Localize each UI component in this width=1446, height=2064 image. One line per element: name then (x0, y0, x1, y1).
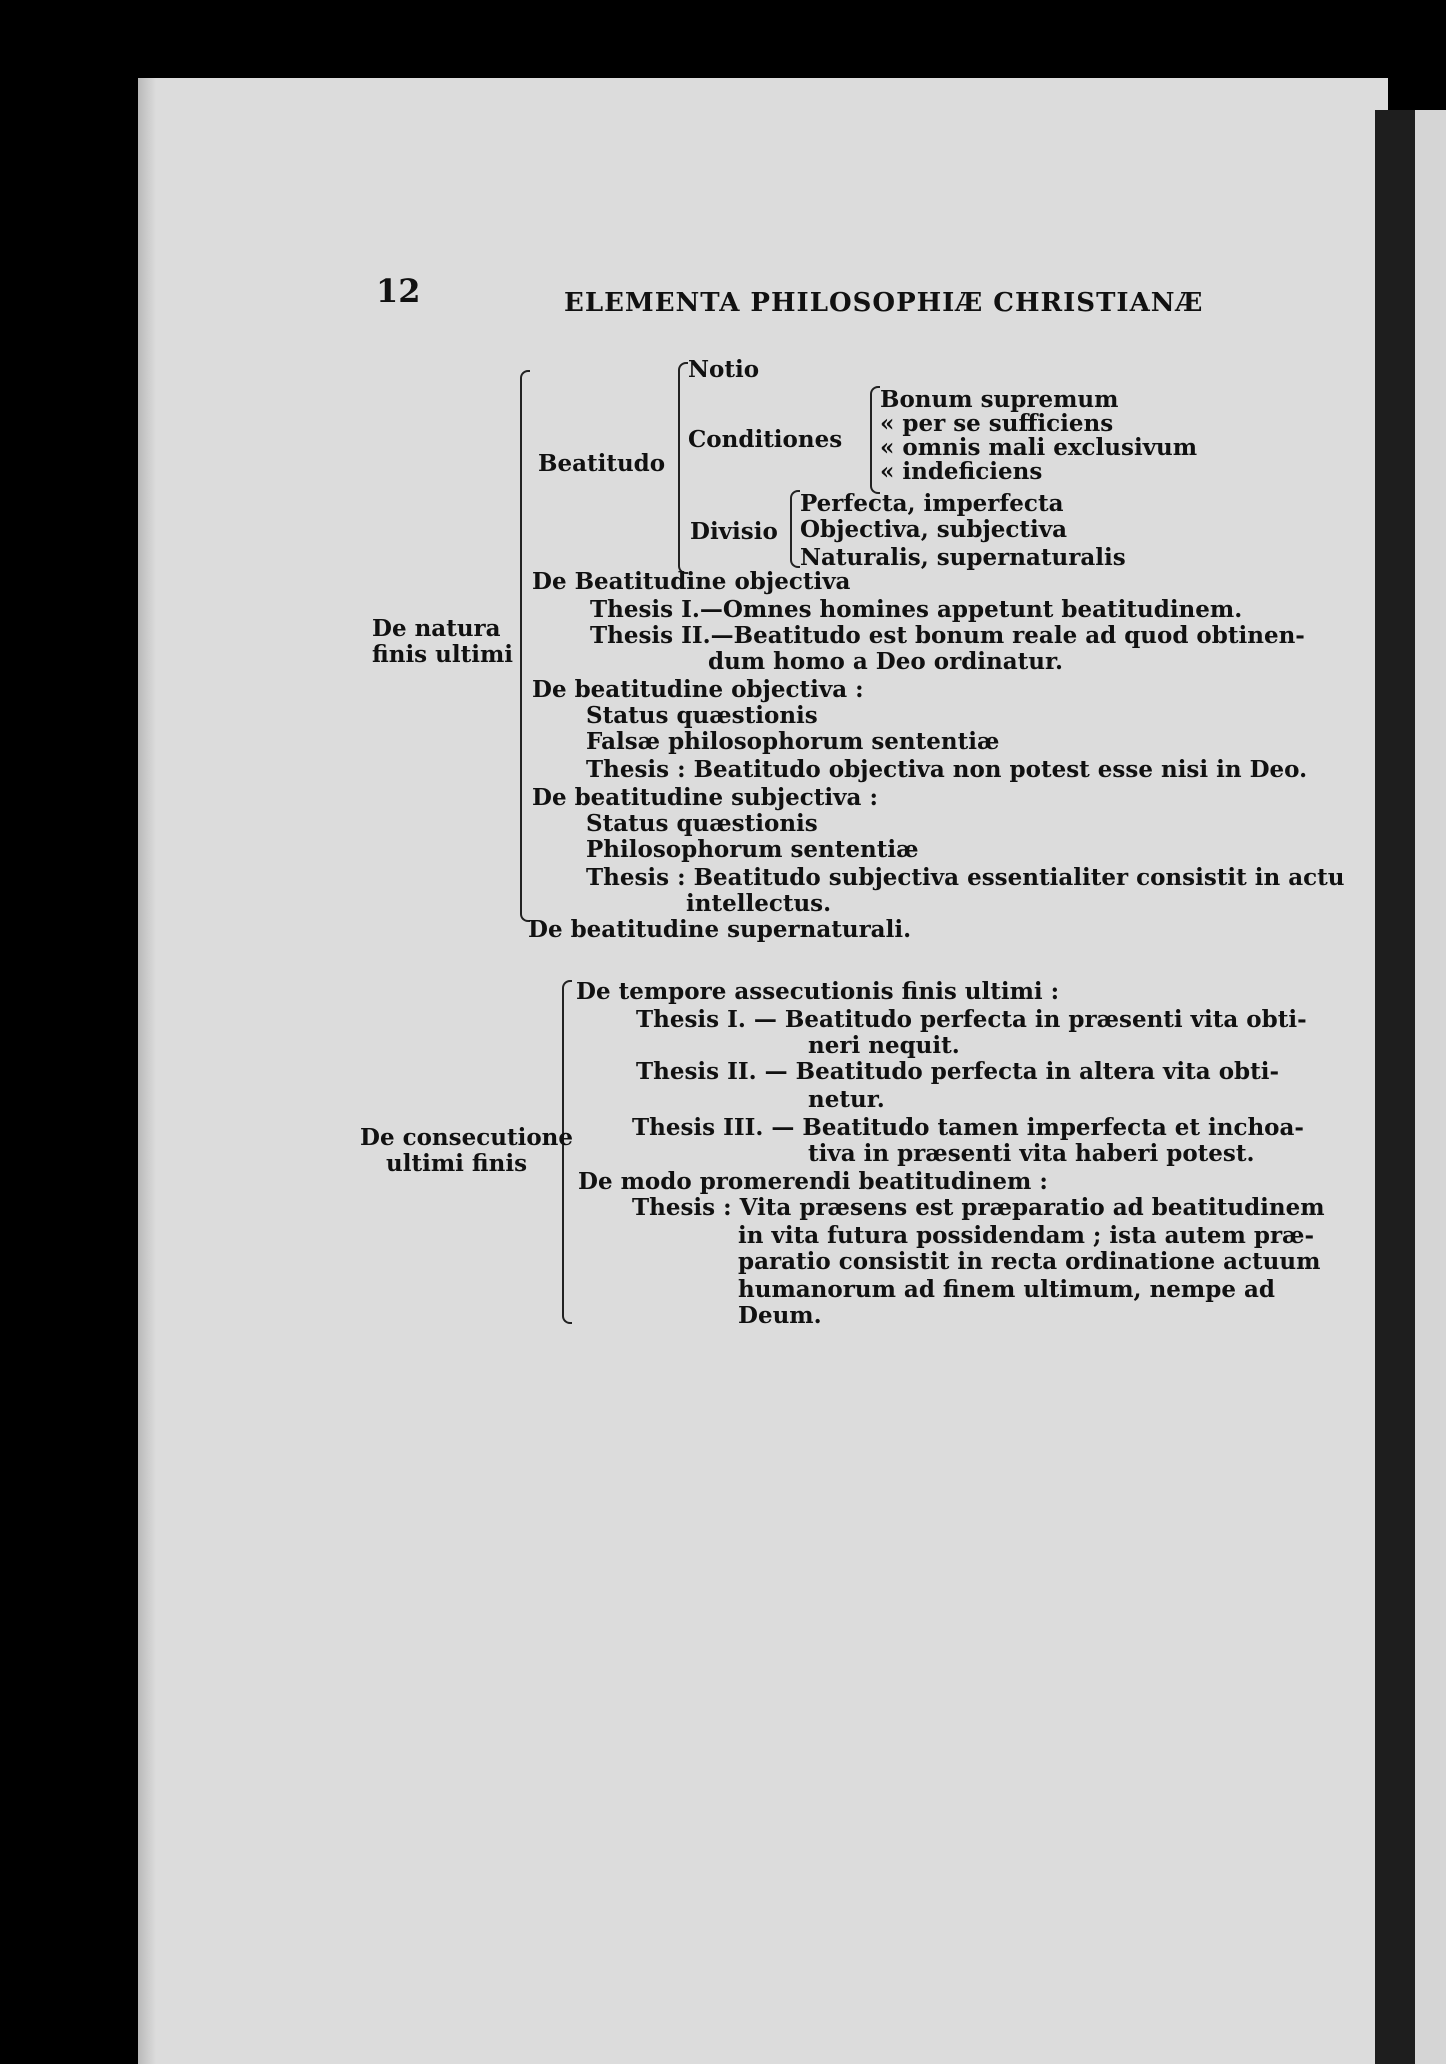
beatitudo-brace (678, 362, 688, 574)
divisio-brace (790, 490, 800, 568)
text-line: tiva in præsenti vita haberi potest. (808, 1140, 1255, 1167)
text-line: netur. (808, 1086, 885, 1113)
book-spine (1375, 110, 1415, 2064)
div-item: Objectiva, subjectiva (800, 516, 1068, 543)
text-line: Status quæstionis (586, 810, 818, 837)
text-line: De modo promerendi beatitudinem : (578, 1168, 1048, 1195)
div-item: Perfecta, imperfecta (800, 490, 1064, 517)
section2-label-2: ultimi finis (386, 1150, 528, 1177)
conditiones-label: Conditiones (688, 426, 843, 453)
section1-label-1: De natura (372, 615, 501, 642)
text-line: in vita futura possidendam ; ista autem præ- (738, 1222, 1315, 1249)
text-line: Thesis II.—Beatitudo est bonum reale ad quod obtinen- (590, 622, 1305, 649)
text-line: Thesis I. — Beatitudo perfecta in præsenti vita obti- (636, 1006, 1307, 1033)
cond-item: « omnis mali exclusivum (880, 434, 1198, 461)
page-number: 12 (376, 272, 421, 310)
running-head: ELEMENTA PHILOSOPHIÆ CHRISTIANÆ (564, 288, 1204, 318)
text-line: Thesis II. — Beatitudo perfecta in altera vita obti- (636, 1058, 1280, 1085)
text-line: Deum. (738, 1302, 822, 1329)
text-line: paratio consistit in recta ordinatione actuum (738, 1248, 1321, 1275)
text-line: De tempore assecutionis finis ultimi : (576, 978, 1060, 1005)
section1-label-2: finis ultimi (372, 641, 514, 668)
text-line: dum homo a Deo ordinatur. (708, 648, 1063, 675)
text-line: De beatitudine subjectiva : (532, 784, 878, 811)
text-line: De Beatitudine objectiva (532, 568, 851, 595)
text-line: Thesis I.—Omnes homines appetunt beatitudinem. (590, 596, 1243, 623)
facing-page-edge (1415, 110, 1446, 2064)
text-line: Philosophorum sententiæ (586, 836, 919, 863)
text-line: neri nequit. (808, 1032, 960, 1059)
text-line: Thesis : Beatitudo objectiva non potest esse nisi in Deo. (586, 756, 1308, 783)
text-line: Status quæstionis (586, 702, 818, 729)
cond-item: « indeficiens (880, 458, 1043, 485)
cond-item: « per se sufficiens (880, 410, 1114, 437)
text-line: humanorum ad finem ultimum, nempe ad (738, 1276, 1275, 1303)
text-line: De beatitudine supernaturali. (528, 916, 912, 943)
section2-label-1: De consecutione (360, 1124, 574, 1151)
divisio-label: Divisio (690, 518, 778, 545)
text-line: intellectus. (686, 890, 832, 917)
text-line: De beatitudine objectiva : (532, 676, 864, 703)
cond-item: Bonum supremum (880, 386, 1119, 413)
div-item: Naturalis, supernaturalis (800, 544, 1126, 571)
text-line: Thesis : Vita præsens est præparatio ad beatitudinem (632, 1194, 1325, 1221)
section1-brace (520, 370, 530, 922)
text-line: Falsæ philosophorum sententiæ (586, 728, 1000, 755)
notio-label: Notio (688, 356, 760, 383)
beatitudo-label: Beatitudo (538, 450, 666, 477)
section2-brace (562, 980, 572, 1324)
conditiones-brace (870, 386, 880, 494)
text-line: Thesis III. — Beatitudo tamen imperfecta et inchoa- (632, 1114, 1304, 1141)
text-line: Thesis : Beatitudo subjectiva essentialiter consistit in actu (586, 864, 1345, 891)
